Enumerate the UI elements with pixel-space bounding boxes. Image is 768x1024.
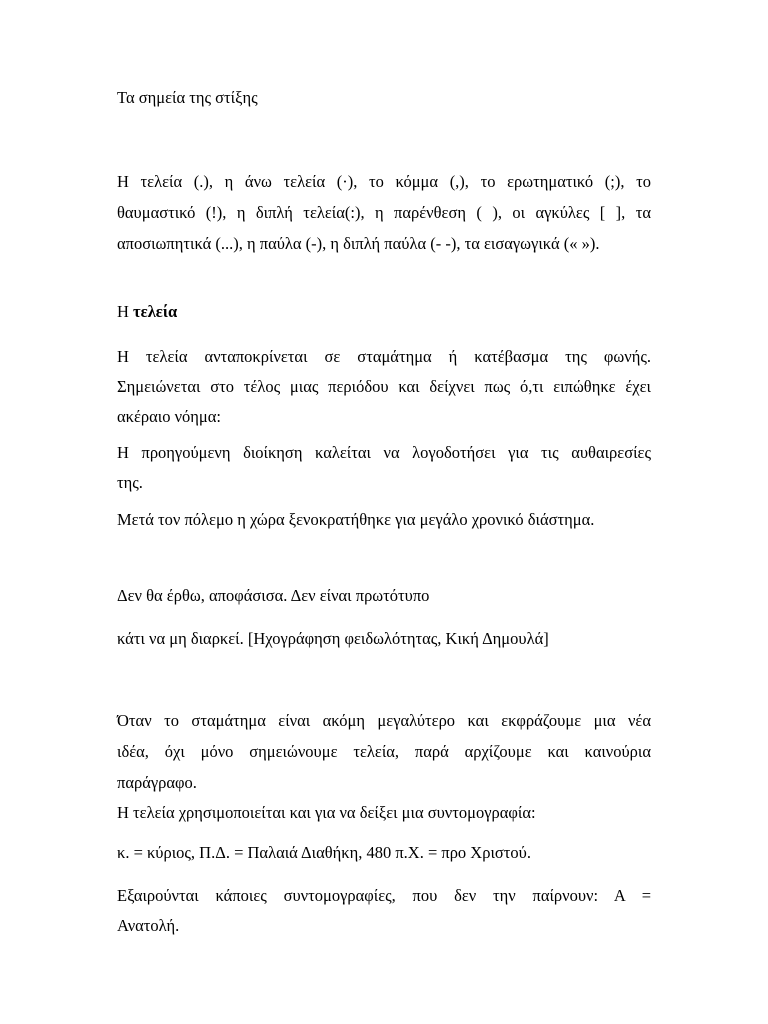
section-heading-prefix: Η xyxy=(117,302,129,321)
paragraph-line: Όταν το σταμάτημα είναι ακόμη μεγαλύτερο και εκφράζουμε μια νέα xyxy=(117,711,651,730)
paragraph-line: ακέραιο νόημα: xyxy=(117,407,221,426)
section-heading-bold: τελεία xyxy=(133,302,178,321)
paragraph-line: Σημειώνεται στο τέλος μιας περιόδου και δείχνει πως ό,τι ειπώθηκε έχει xyxy=(117,377,651,396)
intro-line: Η τελεία (.), η άνω τελεία (·), το κόμμα (,), το ερωτηματικό (;), το xyxy=(117,172,651,191)
document-title: Τα σημεία της στίξης xyxy=(117,88,258,107)
intro-line: θαυμαστικό (!), η διπλή τελεία(:), η παρένθεση ( ), οι αγκύλες [ ], τα xyxy=(117,203,651,222)
paragraph-line: Ανατολή. xyxy=(117,916,180,935)
example-line: Η προηγούμενη διοίκηση καλείται να λογοδοτήσει για τις αυθαιρεσίες xyxy=(117,443,651,462)
poem-line-2: κάτι να μη διαρκεί. [Ηχογράφηση φειδωλότητας, Κική Δημουλά] xyxy=(117,629,549,648)
paragraph-line: παράγραφο. xyxy=(117,773,197,792)
paragraph-exceptions xyxy=(117,881,651,941)
example-sentence-1 xyxy=(117,438,651,498)
example-line: της. xyxy=(117,473,143,492)
paragraph-line: Εξαιρούνται κάποιες συντομογραφίες, που δεν την παίρνουν: Α = xyxy=(117,886,651,905)
paragraph-abbreviation: Η τελεία χρησιμοποιείται και για να δείξει μια συντομογραφία: xyxy=(117,803,536,822)
intro-paragraph xyxy=(117,166,651,259)
paragraph-new-idea xyxy=(117,705,651,798)
example-sentence-2: Μετά τον πόλεμο η χώρα ξενοκρατήθηκε για μεγάλο χρονικό διάστημα. xyxy=(117,510,595,529)
paragraph-line: ιδέα, όχι μόνο σημειώνουμε τελεία, παρά αρχίζουμε και καινούρια xyxy=(117,742,651,761)
paragraph-line: Η τελεία ανταποκρίνεται σε σταμάτημα ή κατέβασμα της φωνής. xyxy=(117,347,651,366)
poem-line-1: Δεν θα έρθω, αποφάσισα. Δεν είναι πρωτότυπο xyxy=(117,586,430,605)
paragraph-definition xyxy=(117,342,651,432)
intro-line: αποσιωπητικά (...), η παύλα (-), η διπλή παύλα (- -), τα εισαγωγικά (« »). xyxy=(117,234,600,253)
section-heading xyxy=(117,302,177,322)
abbreviation-examples: κ. = κύριος, Π.Δ. = Παλαιά Διαθήκη, 480 π.Χ. = προ Χριστού. xyxy=(117,843,531,862)
